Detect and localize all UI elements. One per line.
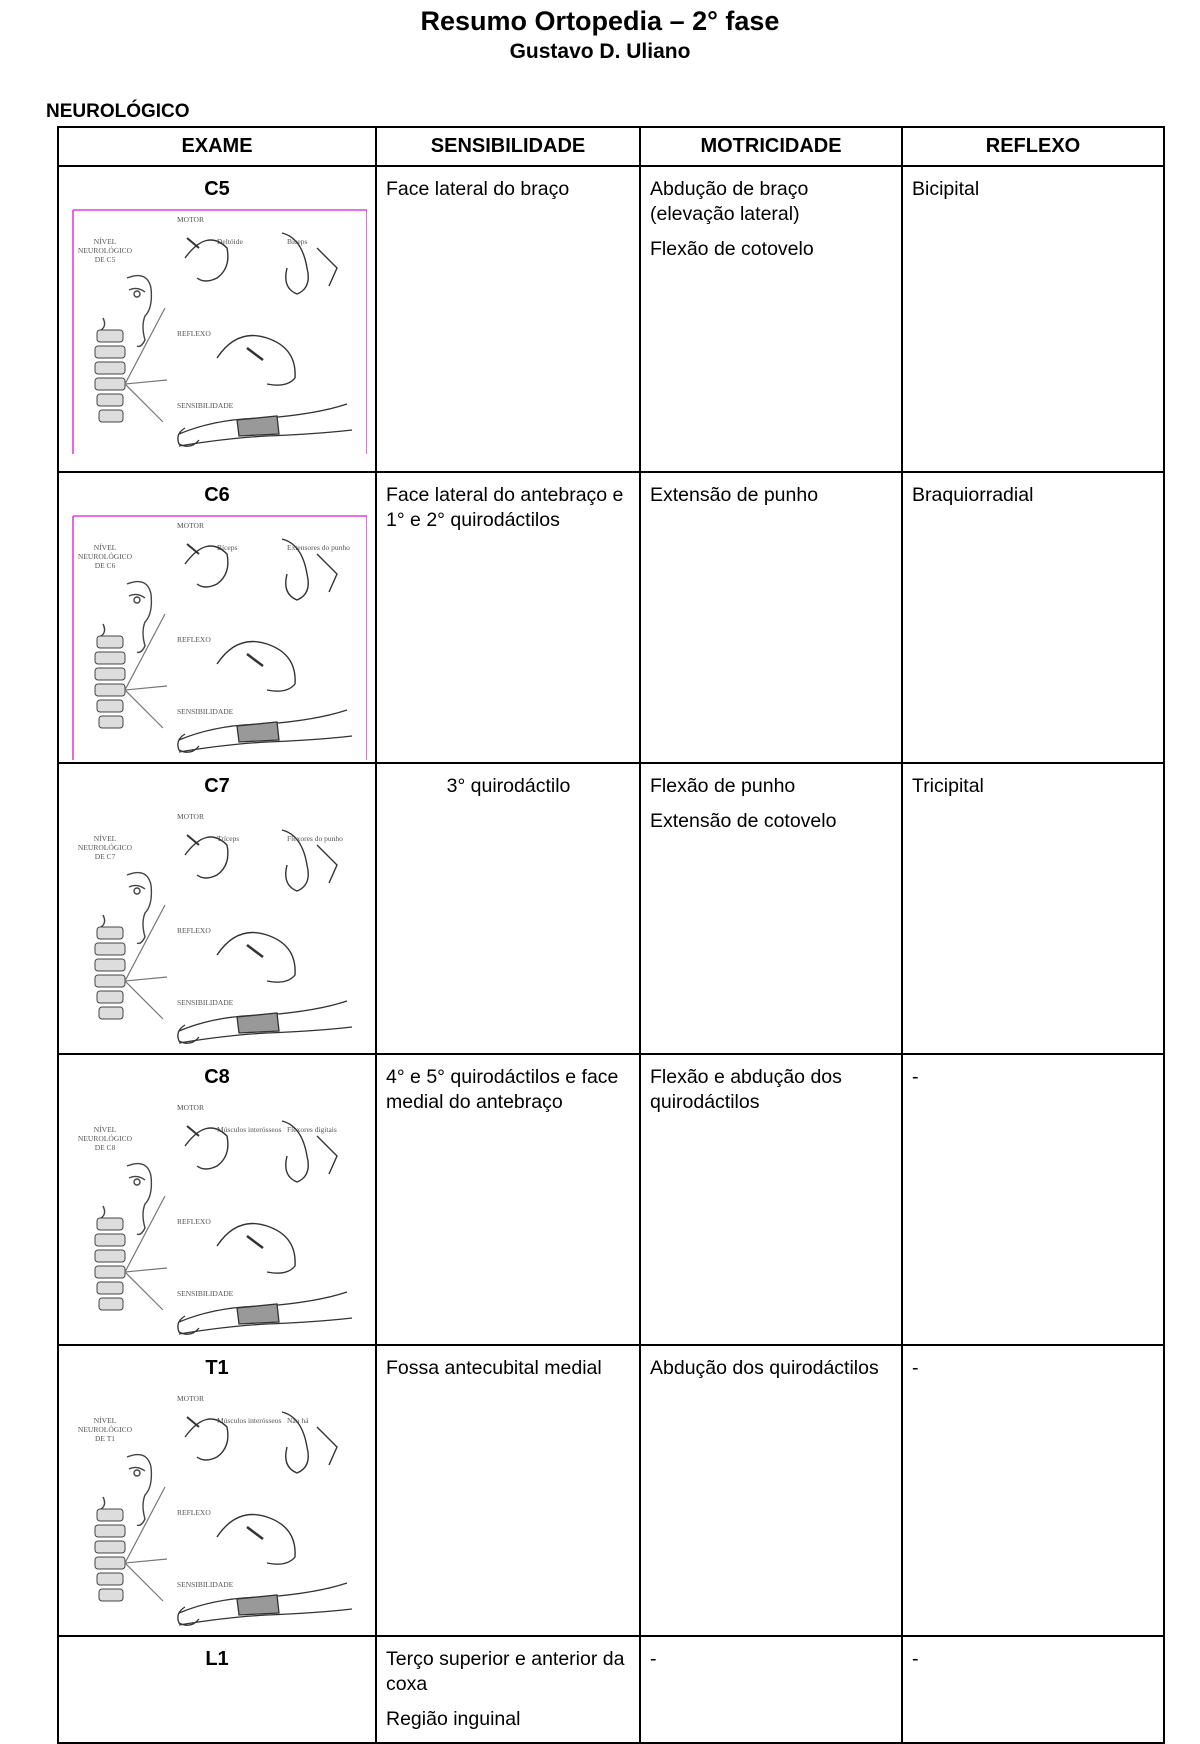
exam-cell — [58, 763, 376, 1054]
table-row — [58, 763, 1164, 1054]
level-label: C5 — [204, 178, 230, 200]
document-title: Resumo Ortopedia – 2° fase — [420, 6, 780, 36]
reflex-label: REFLEXO — [177, 329, 211, 338]
sensibility-cell — [376, 472, 640, 763]
muscle-label-1: Tríceps — [217, 834, 240, 843]
motricity-cell — [640, 472, 902, 763]
figure-caption — [78, 833, 133, 861]
level-label: L1 — [205, 1648, 229, 1670]
spine-icon — [95, 1509, 125, 1601]
motricity-text: Abdução dos quirodáctilos — [650, 1357, 879, 1379]
motricity-text: Flexão e abdução dos quirodáctilos — [650, 1066, 842, 1113]
muscle-label-1: Músculos interósseos — [217, 1125, 282, 1134]
muscle-label-1: Bíceps — [217, 543, 238, 552]
sensibility-text: 3° quirodáctilo — [446, 775, 571, 797]
figure-caption — [78, 1124, 133, 1152]
muscle-label-2: Extensores do punho — [287, 543, 350, 552]
reflex-cell — [902, 1054, 1164, 1345]
svg-text:DE C6: DE C6 — [94, 561, 116, 570]
reflex-text: Braquiorradial — [912, 484, 1034, 506]
exam-cell — [58, 1345, 376, 1636]
motricity-text: Extensão de cotovelo — [650, 810, 837, 832]
reflex-cell — [902, 1345, 1164, 1636]
level-label: C8 — [204, 1066, 230, 1088]
neuro-exam-table — [57, 126, 1165, 1744]
dermatome-figure — [67, 1096, 367, 1344]
muscle-label-2: Não há — [287, 1416, 309, 1425]
dermatome-figure — [67, 805, 367, 1053]
muscle-label-2: Flexores digitais — [287, 1125, 337, 1134]
figure-caption — [78, 542, 133, 570]
forearm-dermatome-icon — [178, 1001, 352, 1043]
col-header-reflexo: REFLEXO — [902, 127, 1164, 166]
motricity-text: Flexão de punho — [650, 775, 796, 797]
motor-label: MOTOR — [177, 1103, 204, 1112]
dermatome-figure — [67, 208, 367, 456]
svg-text:DE T1: DE T1 — [94, 1434, 116, 1443]
reflex-label: REFLEXO — [177, 926, 211, 935]
level-label: C7 — [204, 775, 230, 797]
muscle-label-1: Músculos interósseos — [217, 1416, 282, 1425]
reflex-cell — [902, 472, 1164, 763]
motor-label: MOTOR — [177, 812, 204, 821]
table-row — [58, 1345, 1164, 1636]
motricity-text: Flexão de cotovelo — [650, 238, 814, 260]
motricity-text: Abdução de braço (elevação lateral) — [650, 178, 809, 225]
svg-text:NÍVEL: NÍVEL — [93, 834, 117, 843]
reflex-text: - — [912, 1357, 919, 1379]
motor-label: MOTOR — [177, 1394, 204, 1403]
table-row — [58, 472, 1164, 763]
col-header-exame: EXAME — [58, 127, 376, 166]
reflex-text: Tricipital — [912, 775, 984, 797]
spine-icon — [95, 927, 125, 1019]
svg-text:NEUROLÓGICO: NEUROLÓGICO — [77, 843, 133, 852]
forearm-dermatome-icon — [178, 710, 352, 752]
motricity-cell — [640, 1636, 902, 1743]
col-header-sensibilidade: SENSIBILIDADE — [376, 127, 640, 166]
forearm-dermatome-icon — [178, 404, 352, 446]
svg-text:NÍVEL: NÍVEL — [93, 1125, 117, 1134]
sensibility-cell — [376, 763, 640, 1054]
reflex-cell — [902, 166, 1164, 472]
reflex-text: Bicipital — [912, 178, 980, 200]
exam-cell — [58, 1636, 376, 1743]
table-header-row — [58, 127, 1164, 166]
sensibility-text: 4° e 5° quirodáctilos e face medial do antebraço — [386, 1066, 619, 1113]
svg-text:NEUROLÓGICO: NEUROLÓGICO — [77, 246, 133, 255]
reflex-hammer-icon — [217, 933, 295, 983]
sensibility-cell — [376, 1054, 640, 1345]
motor-arm-icon — [185, 233, 337, 294]
spine-icon — [95, 1218, 125, 1310]
reflex-text: - — [912, 1066, 919, 1088]
nerve-arrows-icon — [125, 1196, 167, 1310]
reflex-label: REFLEXO — [177, 1217, 211, 1226]
svg-text:NEUROLÓGICO: NEUROLÓGICO — [77, 1425, 133, 1434]
nerve-arrows-icon — [125, 905, 167, 1019]
motor-label: MOTOR — [177, 215, 204, 224]
level-label: C6 — [204, 484, 230, 506]
svg-text:NÍVEL: NÍVEL — [93, 543, 117, 552]
motricity-cell — [640, 763, 902, 1054]
sensibility-cell — [376, 1345, 640, 1636]
level-label: T1 — [205, 1357, 229, 1379]
motricity-cell — [640, 166, 902, 472]
dermatome-figure — [67, 514, 367, 762]
dermatome-figure — [67, 1387, 367, 1635]
forearm-dermatome-icon — [178, 1583, 352, 1625]
nerve-arrows-icon — [125, 1487, 167, 1601]
section-heading: NEUROLÓGICO — [46, 101, 190, 122]
reflex-label: REFLEXO — [177, 635, 211, 644]
motricity-text: - — [650, 1648, 657, 1670]
sensibility-cell — [376, 1636, 640, 1743]
table-row — [58, 166, 1164, 472]
sensibility-text: Face lateral do braço — [386, 178, 570, 200]
svg-text:DE C5: DE C5 — [94, 255, 116, 264]
exam-cell — [58, 1054, 376, 1345]
svg-text:DE C8: DE C8 — [94, 1143, 116, 1152]
motor-label: MOTOR — [177, 521, 204, 530]
muscle-label-2: Bíceps — [287, 237, 308, 246]
sensibility-cell — [376, 166, 640, 472]
table-row — [58, 1054, 1164, 1345]
sensibility-label: SENSIBILIDADE — [177, 401, 234, 410]
exam-cell — [58, 166, 376, 472]
sensibility-text: Face lateral do antebraço e 1° e 2° quirodáctilos — [386, 484, 624, 531]
svg-text:NÍVEL: NÍVEL — [93, 237, 117, 246]
reflex-hammer-icon — [217, 642, 295, 692]
reflex-text: - — [912, 1648, 919, 1670]
figure-caption — [78, 1415, 133, 1443]
motricity-cell — [640, 1054, 902, 1345]
reflex-cell — [902, 1636, 1164, 1743]
reflex-cell — [902, 763, 1164, 1054]
sensibility-label: SENSIBILIDADE — [177, 1580, 234, 1589]
reflex-hammer-icon — [217, 1224, 295, 1274]
spine-icon — [95, 636, 125, 728]
exam-cell — [58, 472, 376, 763]
sensibility-text: Região inguinal — [386, 1708, 521, 1730]
svg-text:NEUROLÓGICO: NEUROLÓGICO — [77, 1134, 133, 1143]
svg-text:DE C7: DE C7 — [94, 852, 116, 861]
motricity-text: Extensão de punho — [650, 484, 819, 506]
sensibility-text: Terço superior e anterior da coxa — [386, 1648, 625, 1695]
muscle-label-2: Flexores do punho — [287, 834, 343, 843]
nerve-arrows-icon — [125, 614, 167, 728]
document-author: Gustavo D. Uliano — [509, 40, 691, 63]
reflex-hammer-icon — [217, 336, 295, 386]
forearm-dermatome-icon — [178, 1292, 352, 1334]
motricity-cell — [640, 1345, 902, 1636]
sensibility-text: Fossa antecubital medial — [386, 1357, 602, 1379]
svg-text:NÍVEL: NÍVEL — [93, 1416, 117, 1425]
col-header-motricidade: MOTRICIDADE — [640, 127, 902, 166]
sensibility-label: SENSIBILIDADE — [177, 707, 234, 716]
sensibility-label: SENSIBILIDADE — [177, 998, 234, 1007]
svg-text:NEUROLÓGICO: NEUROLÓGICO — [77, 552, 133, 561]
spine-icon — [95, 330, 125, 422]
figure-caption — [78, 236, 133, 264]
sensibility-label: SENSIBILIDADE — [177, 1289, 234, 1298]
muscle-label-1: Deltóide — [217, 237, 243, 246]
table-row — [58, 1636, 1164, 1743]
reflex-hammer-icon — [217, 1515, 295, 1565]
nerve-arrows-icon — [125, 308, 167, 422]
reflex-label: REFLEXO — [177, 1508, 211, 1517]
